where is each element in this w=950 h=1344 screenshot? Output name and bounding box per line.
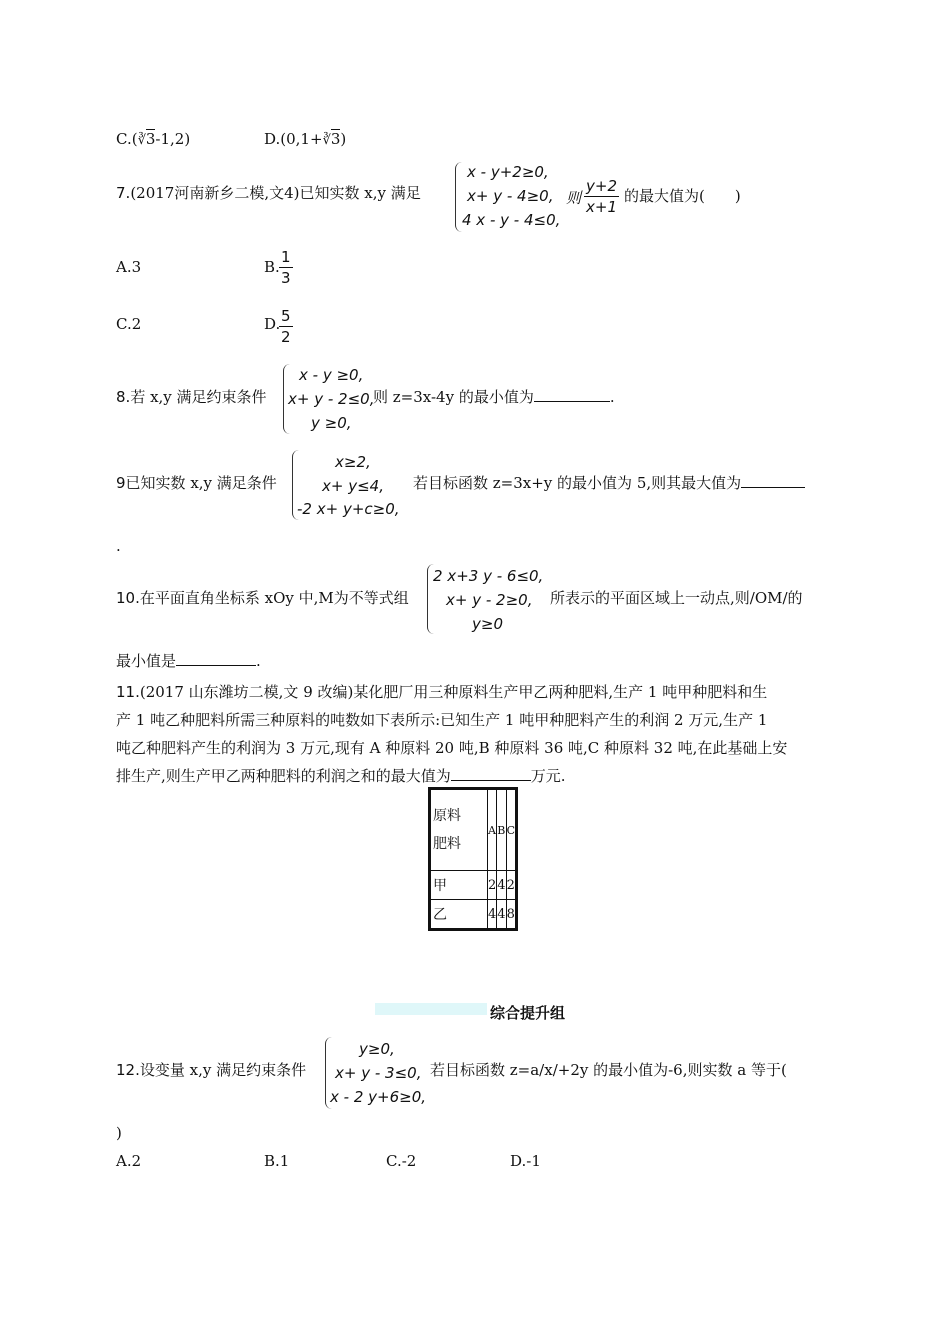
q6-option-c: C.(∛3-1,2) bbox=[116, 130, 191, 148]
cube-root-symbol: ∛ bbox=[322, 133, 331, 148]
table-col-header: C bbox=[506, 789, 516, 871]
q12-constraint-3: x - 2 y+6≥0, bbox=[330, 1088, 427, 1106]
q9-end: . bbox=[116, 537, 121, 555]
table-row bbox=[430, 900, 517, 930]
q9-stem: 9已知实数 x,y 满足条件 bbox=[116, 474, 277, 492]
q9-answer-blank[interactable] bbox=[741, 487, 805, 488]
q12-constraint-2: x+ y - 3≤0, bbox=[335, 1064, 422, 1082]
q7-brace bbox=[455, 162, 462, 232]
q7-option-b-fraction: $\frac{1}{3}$ bbox=[281, 248, 291, 287]
q11-line-4: 排生产,则生产甲乙两种肥料的利润之和的最大值为 万元. bbox=[116, 767, 566, 785]
q7-constraint-1: x - y+2≥0, bbox=[467, 163, 549, 181]
q7-constraint-3: 4 x - y - 4≤0, bbox=[462, 211, 561, 229]
table-row bbox=[430, 871, 517, 900]
q11-line-1: 11.(2017 山东潍坊二模,文 9 改编)某化肥厂用三种原料生产甲乙两种肥料,生产 1 吨甲种肥料和生 bbox=[116, 683, 768, 701]
q12-tail: 若目标函数 z=a/x/+2y 的最小值为-6,则实数 a 等于( bbox=[430, 1061, 787, 1079]
table-col-header: A bbox=[488, 789, 497, 871]
q8-stem: 8.若 x,y 满足约束条件 bbox=[116, 388, 267, 406]
fertilizer-table bbox=[428, 787, 518, 931]
q7-constraint-2: x+ y - 4≥0, bbox=[467, 187, 554, 205]
q8-constraint-3: y ≥0, bbox=[311, 414, 352, 432]
q10-constraint-1: 2 x+3 y - 6≤0, bbox=[433, 567, 544, 585]
q6-option-d: D.(0,1+∛3) bbox=[264, 130, 347, 148]
q8-answer-blank[interactable] bbox=[534, 401, 610, 402]
cube-root-symbol: ∛ bbox=[137, 133, 146, 148]
table-cell: 4 bbox=[497, 900, 506, 930]
q7-option-d: D. bbox=[264, 315, 281, 333]
q12-option-a: A.2 bbox=[116, 1152, 142, 1170]
q7-stem: 7.(2017河南新乡二模,文4)已知实数 x,y 满足 bbox=[116, 184, 421, 202]
q9-constraint-3: -2 x+ y+c≥0, bbox=[297, 500, 400, 518]
table-corner-cell: 原料 肥料 bbox=[430, 789, 488, 871]
q8-tail: 则 z=3x-4y 的最小值为 . bbox=[373, 388, 615, 406]
q12-option-d: D.-1 bbox=[510, 1152, 541, 1170]
q10-line2: 最小值是 . bbox=[116, 652, 261, 670]
q7-tail: 的最大值为( ) bbox=[624, 187, 741, 205]
q7-option-b: B. bbox=[264, 258, 280, 276]
q12-option-c: C.-2 bbox=[386, 1152, 417, 1170]
q7-then: 则 bbox=[566, 189, 582, 207]
table-cell: 4 bbox=[488, 900, 497, 930]
table-col-header: B bbox=[497, 789, 506, 871]
q10-stem: 10.在平面直角坐标系 xOy 中,M为不等式组 bbox=[116, 589, 409, 607]
table-cell: 2 bbox=[506, 871, 516, 900]
q11-line-3: 吨乙种肥料产生的利润为 3 万元,现有 A 种原料 20 吨,B 种原料 36 吨,C 种原料 32 吨,在此基础上安 bbox=[116, 739, 788, 757]
q9-tail: 若目标函数 z=3x+y 的最小值为 5,则其最大值为 bbox=[413, 472, 805, 493]
q10-tail: 所表示的平面区域上一动点,则/OM/的 bbox=[550, 589, 803, 607]
q7-option-d-fraction: $\frac{5}{2}$ bbox=[281, 307, 291, 346]
q10-constraint-2: x+ y - 2≥0, bbox=[446, 591, 533, 609]
section-heading-highlight bbox=[375, 1003, 487, 1015]
q9-constraint-1: x≥2, bbox=[335, 453, 371, 471]
q7-option-c: C.2 bbox=[116, 315, 142, 333]
q8-constraint-2: x+ y - 2≤0, bbox=[288, 390, 375, 408]
q8-constraint-1: x - y ≥0, bbox=[299, 366, 364, 384]
q7-fraction: $\frac{y+2}{x+1}$ bbox=[586, 177, 617, 216]
q9-constraint-2: x+ y≤4, bbox=[322, 477, 384, 495]
q7-option-a: A.3 bbox=[116, 258, 142, 276]
q12-option-b: B.1 bbox=[264, 1152, 290, 1170]
q12-constraint-1: y≥0, bbox=[359, 1040, 395, 1058]
table-cell: 2 bbox=[488, 871, 497, 900]
table-row-label: 乙 bbox=[430, 900, 488, 930]
q12-close: ) bbox=[116, 1124, 122, 1142]
table-cell: 8 bbox=[506, 900, 516, 930]
q10-answer-blank[interactable] bbox=[176, 665, 256, 666]
table-cell: 4 bbox=[497, 871, 506, 900]
table-row-label: 甲 bbox=[430, 871, 488, 900]
q11-line-2: 产 1 吨乙种肥料所需三种原料的吨数如下表所示:已知生产 1 吨甲种肥料产生的利润 2 万元,生产 1 bbox=[116, 711, 768, 729]
q12-stem: 12.设变量 x,y 满足约束条件 bbox=[116, 1061, 307, 1079]
table-header-row bbox=[430, 789, 517, 871]
q10-constraint-3: y≥0 bbox=[472, 615, 503, 633]
section-heading: 综合提升组 bbox=[490, 1004, 566, 1022]
q11-answer-blank[interactable] bbox=[451, 780, 531, 781]
